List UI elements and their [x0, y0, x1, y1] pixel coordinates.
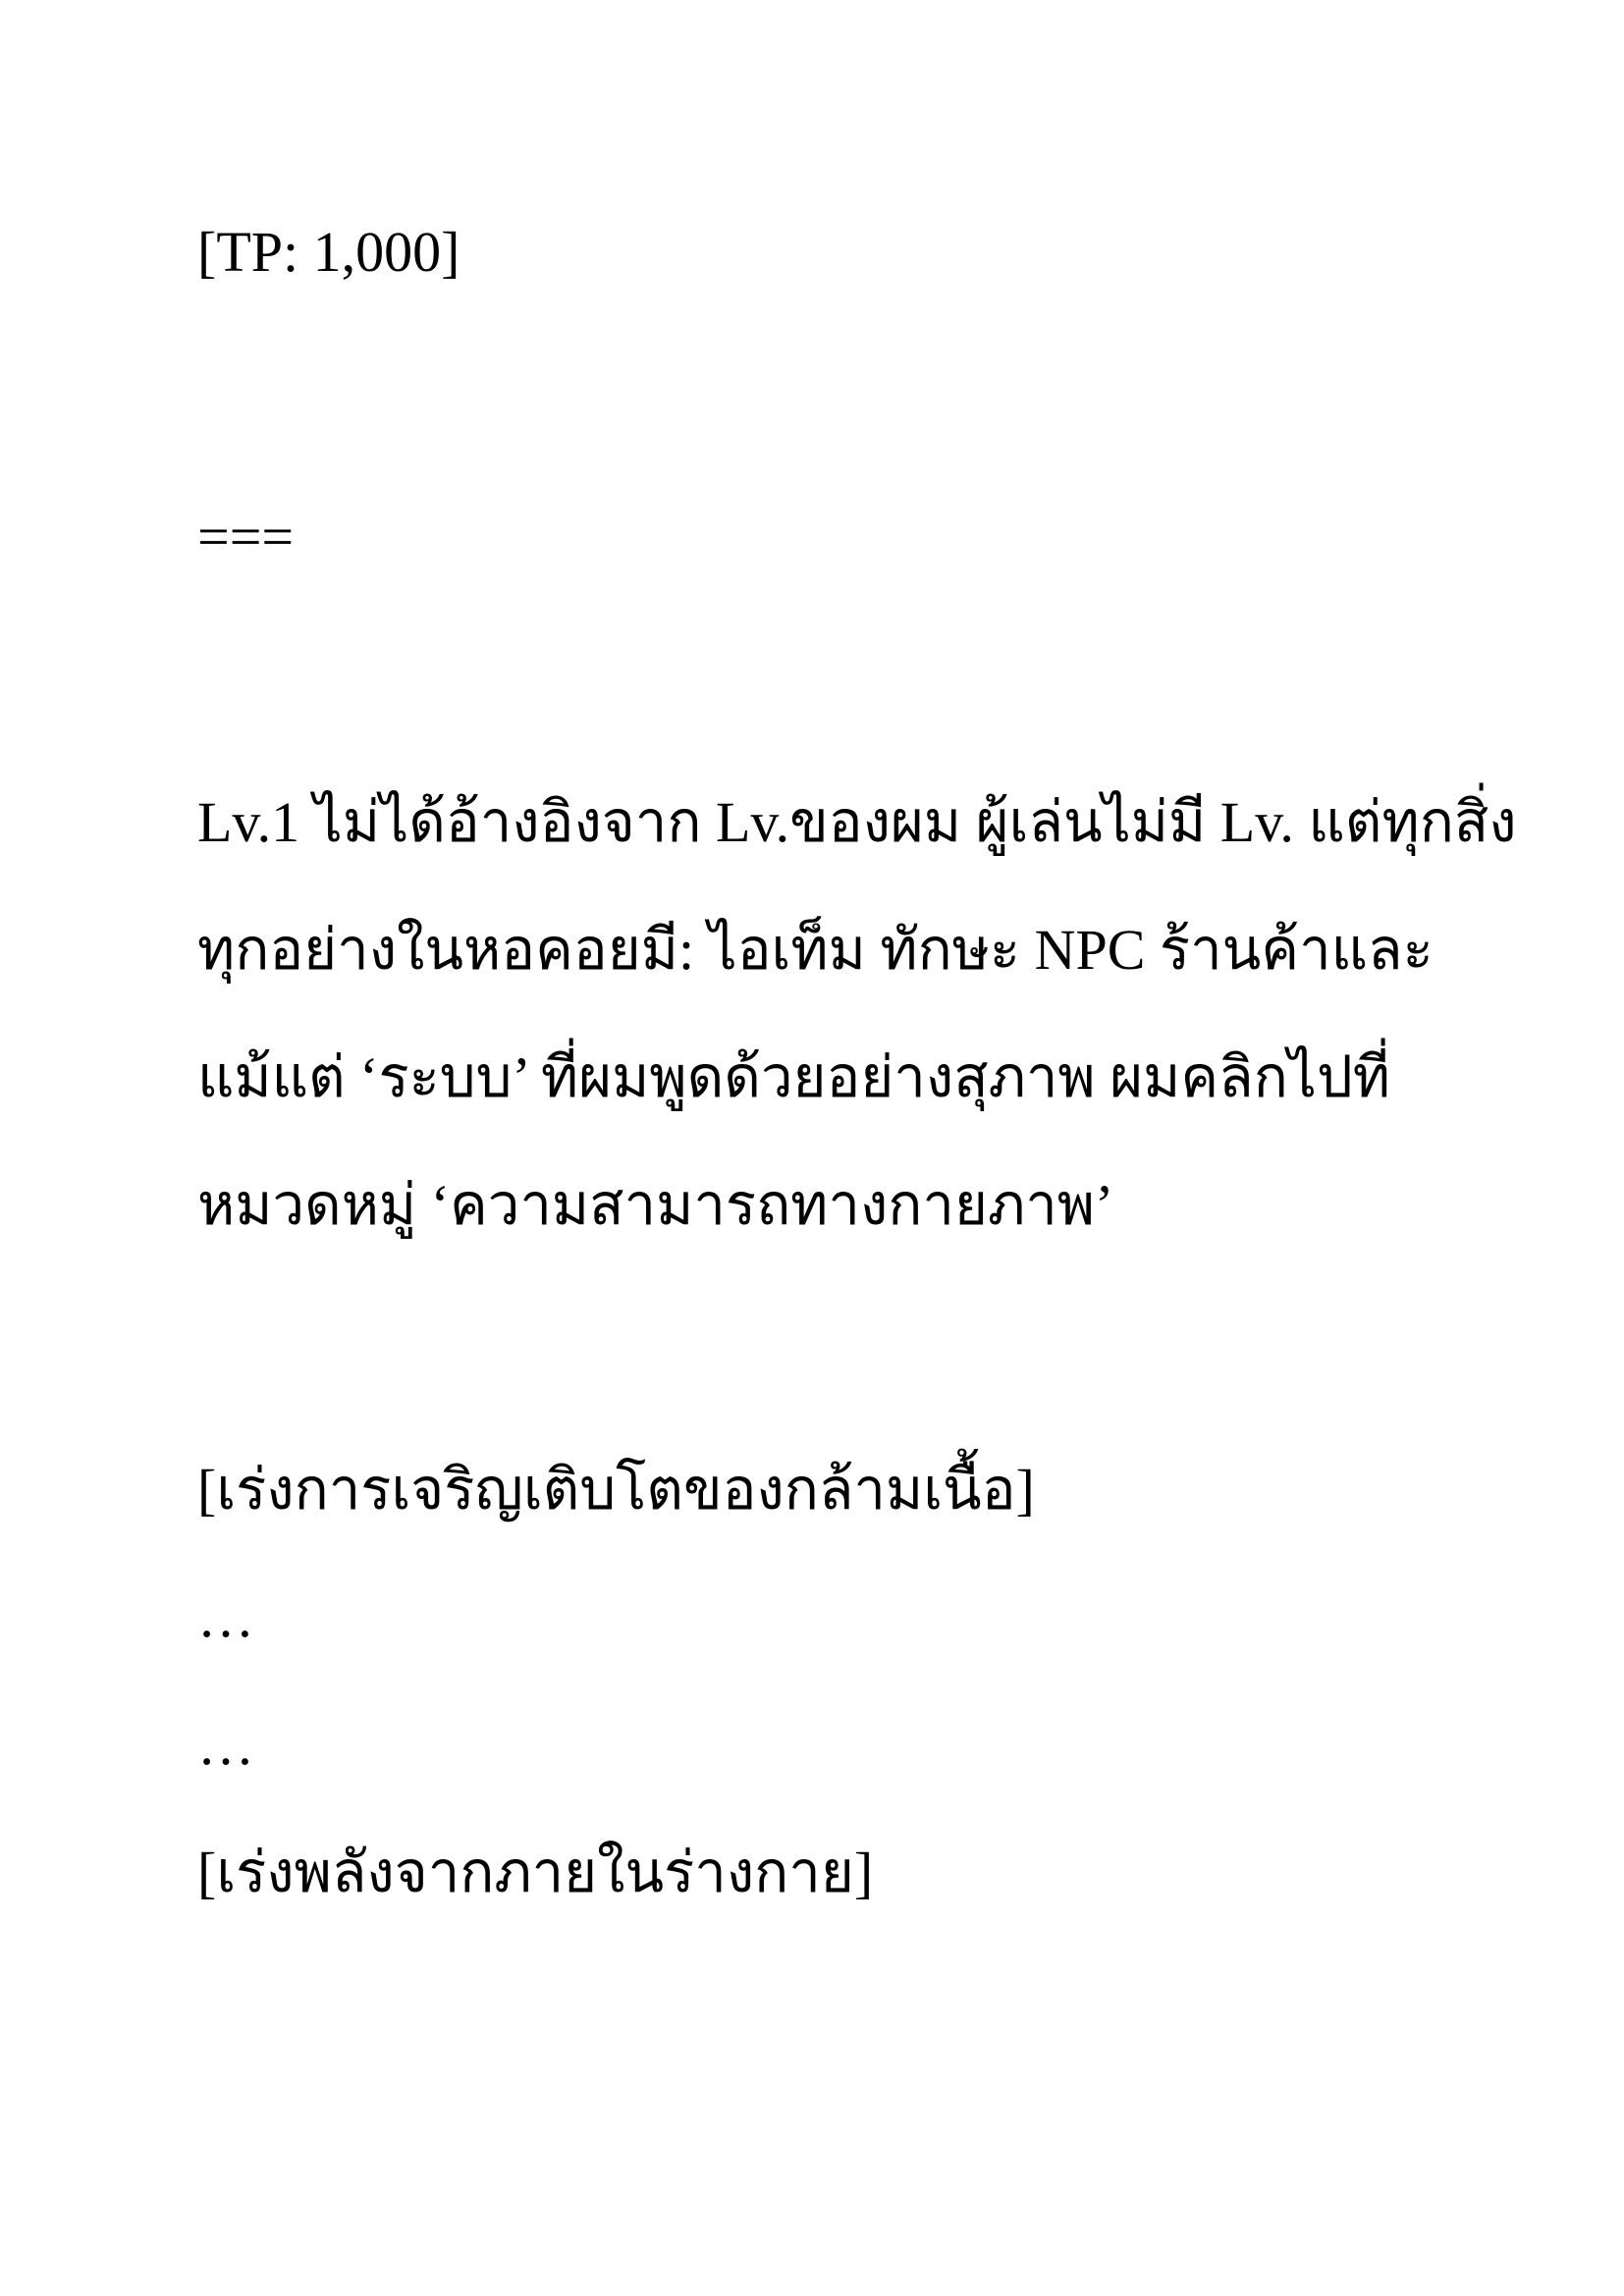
ellipsis-line: … [197, 1585, 254, 1649]
tp-status-line: [TP: 1,000] [197, 220, 460, 284]
paragraph-line: แม้แต่ ‘ระบบ’ ที่ผมพูดด้วยอย่างสุภาพ ผมคลิกไปที่ [197, 1045, 1391, 1109]
paragraph-line: หมวดหมู่ ‘ความสามารถทางกายภาพ’ [197, 1173, 1114, 1237]
skill-entry: [เร่งการเจริญเติบโตของกล้ามเนื้อ] [197, 1458, 1035, 1522]
ellipsis-line: … [197, 1713, 254, 1777]
section-separator: === [197, 505, 295, 568]
paragraph-line: ทุกอย่างในหอคอยมี: ไอเท็ม ทักษะ NPC ร้านค้าและ [197, 918, 1434, 982]
paragraph-line: Lv.1 ไม่ได้อ้างอิงจาก Lv.ของผม ผู้เล่นไม่มี Lv. แต่ทุกสิ่ง [197, 790, 1517, 854]
skill-entry: [เร่งพลังจากภายในร่างกาย] [197, 1841, 874, 1904]
